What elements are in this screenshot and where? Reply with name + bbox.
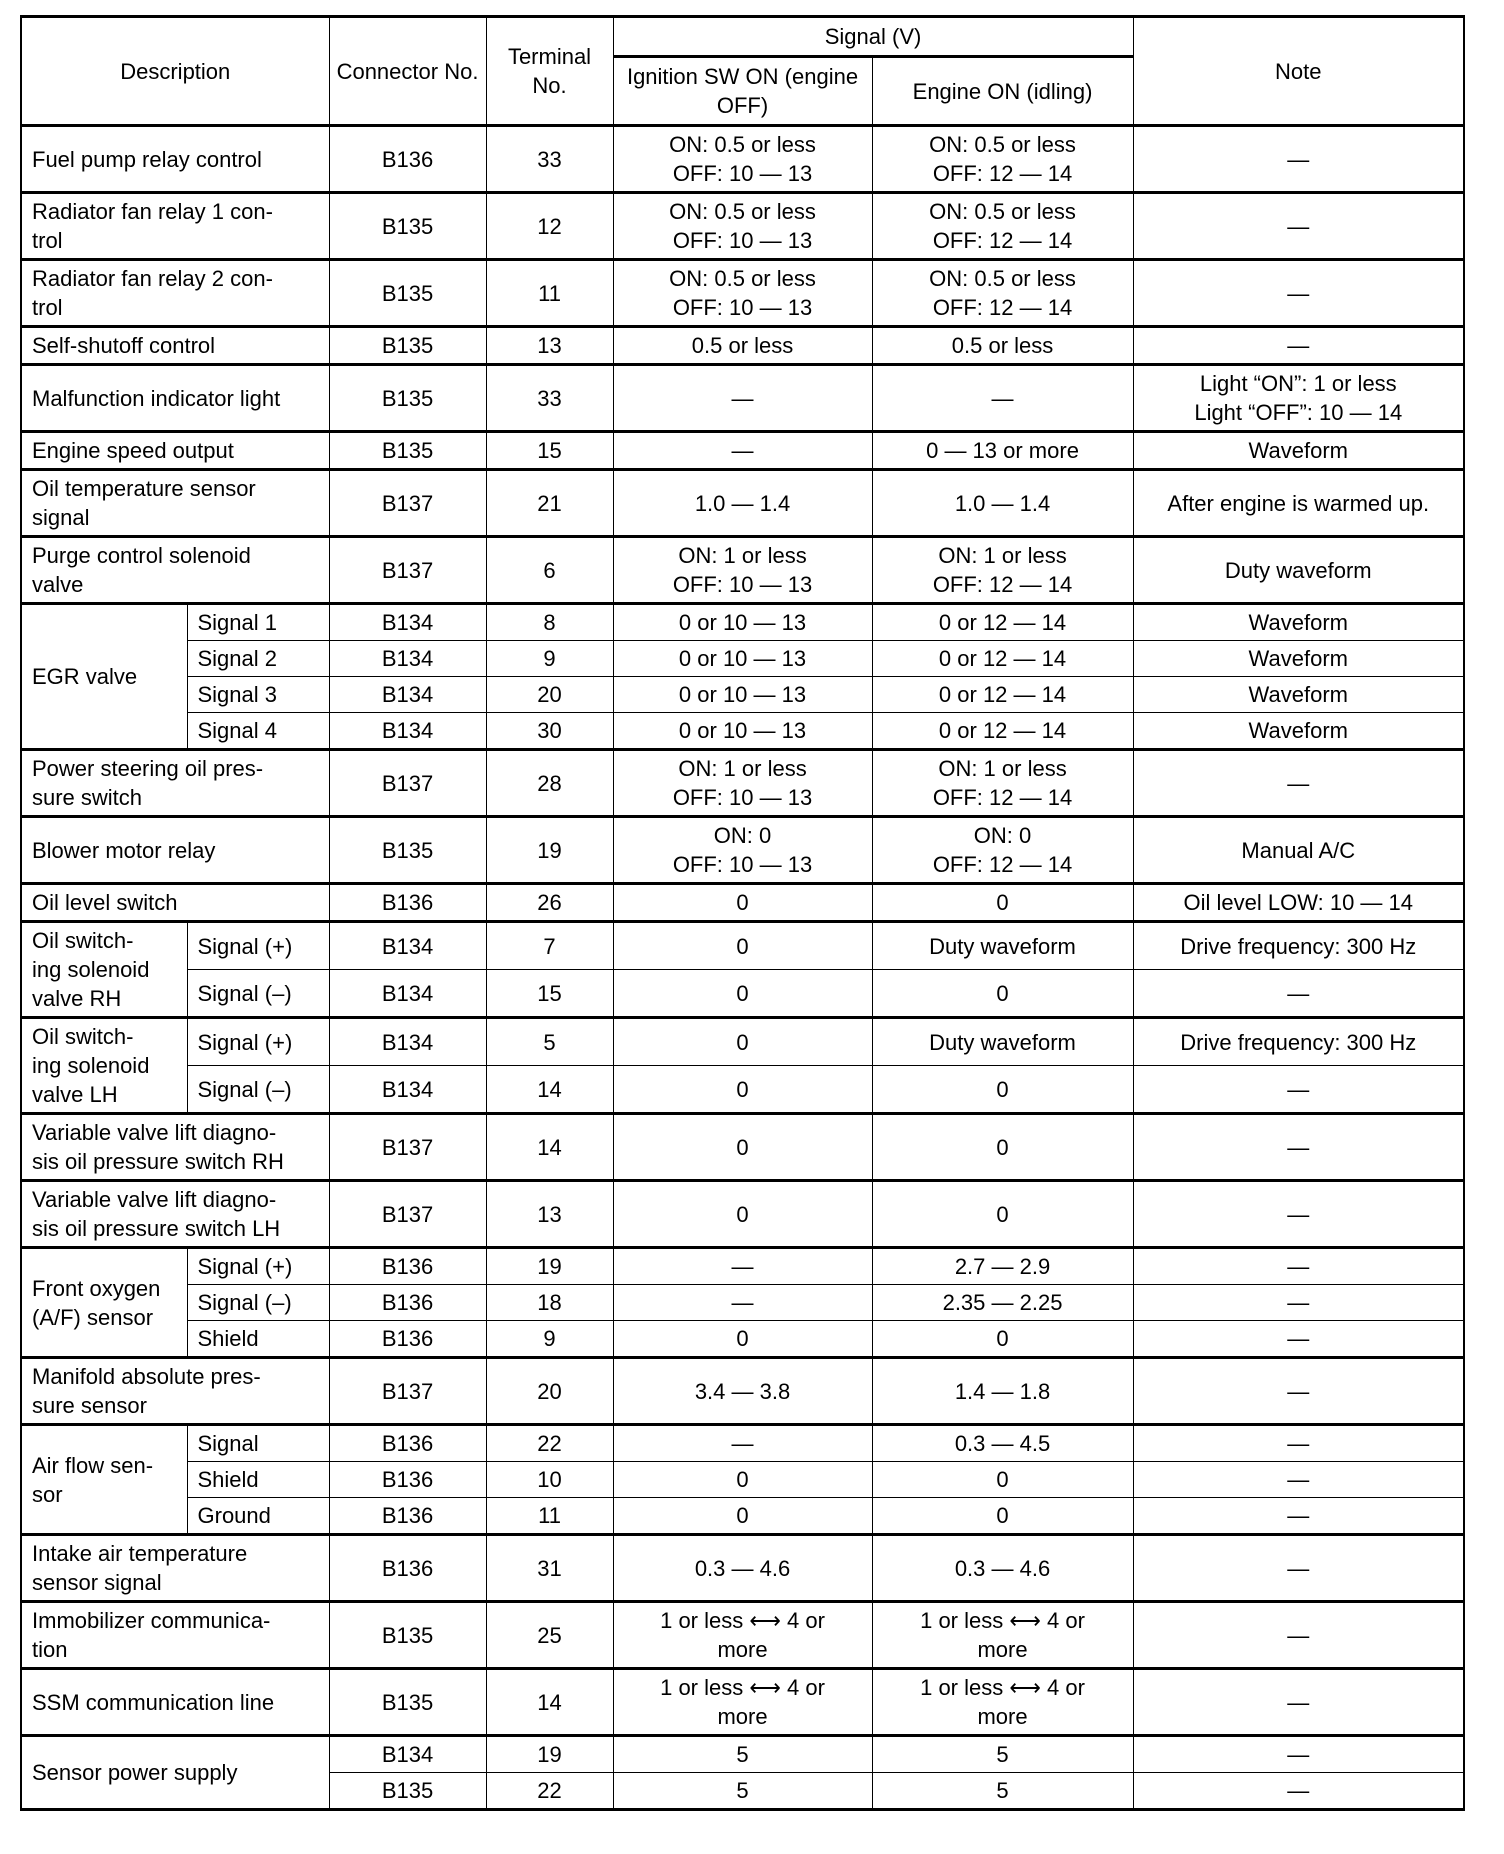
ignition-signal-cell: 0.3 — 4.6	[613, 1535, 872, 1602]
table-row	[21, 1462, 1464, 1498]
note-cell: —	[1133, 1181, 1464, 1248]
description-cell: Power steering oil pres- sure switch	[21, 750, 329, 817]
ignition-signal-cell: 0	[613, 1462, 872, 1498]
note-cell: Oil level LOW: 10 — 14	[1133, 884, 1464, 922]
ignition-signal-cell: 1 or less ⟷ 4 or more	[613, 1602, 872, 1669]
engine-signal-cell: —	[872, 365, 1133, 432]
ignition-signal-cell: ON: 0 OFF: 10 — 13	[613, 817, 872, 884]
table-row	[21, 750, 1464, 817]
ignition-signal-cell: ON: 1 or less OFF: 10 — 13	[613, 537, 872, 604]
note-cell: —	[1133, 1066, 1464, 1114]
engine-signal-cell: ON: 0 OFF: 12 — 14	[872, 817, 1133, 884]
ignition-signal-cell: 0 or 10 — 13	[613, 641, 872, 677]
table-row	[21, 677, 1464, 713]
engine-signal-cell: 0 or 12 — 14	[872, 641, 1133, 677]
note-cell: —	[1133, 193, 1464, 260]
terminal-cell: 11	[486, 260, 613, 327]
connector-cell: B135	[329, 1602, 486, 1669]
engine-signal-cell: 0	[872, 884, 1133, 922]
note-cell: After engine is warmed up.	[1133, 470, 1464, 537]
engine-signal-cell: 0	[872, 970, 1133, 1018]
connector-cell: B136	[329, 1535, 486, 1602]
terminal-cell: 11	[486, 1498, 613, 1535]
engine-signal-cell: ON: 0.5 or less OFF: 12 — 14	[872, 126, 1133, 193]
table-row	[21, 1669, 1464, 1736]
sub-signal-cell: Signal 2	[187, 641, 329, 677]
table-row	[21, 817, 1464, 884]
terminal-cell: 19	[486, 1248, 613, 1285]
terminal-cell: 9	[486, 641, 613, 677]
description-cell: Manifold absolute pres- sure sensor	[21, 1358, 329, 1425]
terminal-cell: 25	[486, 1602, 613, 1669]
note-cell: —	[1133, 1358, 1464, 1425]
note-cell: —	[1133, 327, 1464, 365]
connector-cell: B136	[329, 1425, 486, 1462]
engine-signal-cell: 1 or less ⟷ 4 or more	[872, 1669, 1133, 1736]
ignition-signal-cell: —	[613, 365, 872, 432]
engine-signal-cell: Duty waveform	[872, 922, 1133, 970]
engine-signal-cell: 5	[872, 1773, 1133, 1810]
ignition-signal-cell: 0	[613, 970, 872, 1018]
connector-cell: B134	[329, 677, 486, 713]
note-cell: Waveform	[1133, 713, 1464, 750]
description-cell: Fuel pump relay control	[21, 126, 329, 193]
engine-signal-cell: 0.3 — 4.5	[872, 1425, 1133, 1462]
connector-cell: B135	[329, 817, 486, 884]
terminal-cell: 26	[486, 884, 613, 922]
sub-signal-cell: Signal (–)	[187, 1066, 329, 1114]
ignition-signal-cell: 0	[613, 922, 872, 970]
terminal-cell: 30	[486, 713, 613, 750]
engine-signal-cell: 2.7 — 2.9	[872, 1248, 1133, 1285]
connector-cell: B134	[329, 1736, 486, 1773]
connector-cell: B137	[329, 470, 486, 537]
table-row	[21, 1018, 1464, 1066]
note-cell: —	[1133, 1248, 1464, 1285]
connector-cell: B136	[329, 1285, 486, 1321]
terminal-cell: 33	[486, 365, 613, 432]
description-cell: Oil switch- ing solenoid valve RH	[21, 922, 187, 1018]
engine-signal-cell: 0 or 12 — 14	[872, 677, 1133, 713]
description-cell: Oil switch- ing solenoid valve LH	[21, 1018, 187, 1114]
engine-signal-cell: 2.35 — 2.25	[872, 1285, 1133, 1321]
ignition-signal-cell: 0 or 10 — 13	[613, 713, 872, 750]
sub-signal-cell: Signal (+)	[187, 1248, 329, 1285]
table-row	[21, 327, 1464, 365]
terminal-cell: 12	[486, 193, 613, 260]
sub-signal-cell: Signal 3	[187, 677, 329, 713]
engine-signal-cell: Duty waveform	[872, 1018, 1133, 1066]
ignition-signal-cell: 0	[613, 1114, 872, 1181]
connector-cell: B136	[329, 884, 486, 922]
table-row	[21, 365, 1464, 432]
terminal-cell: 19	[486, 1736, 613, 1773]
note-cell: Manual A/C	[1133, 817, 1464, 884]
ignition-signal-cell: ON: 1 or less OFF: 10 — 13	[613, 750, 872, 817]
connector-cell: B137	[329, 1114, 486, 1181]
table-row	[21, 1114, 1464, 1181]
engine-signal-cell: 0	[872, 1066, 1133, 1114]
note-cell: —	[1133, 750, 1464, 817]
terminal-cell: 13	[486, 327, 613, 365]
connector-cell: B136	[329, 1321, 486, 1358]
engine-signal-cell: 1.4 — 1.8	[872, 1358, 1133, 1425]
sub-signal-cell: Signal (–)	[187, 1285, 329, 1321]
table-row	[21, 537, 1464, 604]
ignition-signal-cell: 0	[613, 1181, 872, 1248]
table-row	[21, 432, 1464, 470]
engine-signal-cell: 0	[872, 1321, 1133, 1358]
table-row	[21, 1248, 1464, 1285]
description-cell: Purge control solenoid valve	[21, 537, 329, 604]
description-cell: Oil temperature sensor signal	[21, 470, 329, 537]
ignition-signal-cell: 3.4 — 3.8	[613, 1358, 872, 1425]
engine-signal-cell: 0.3 — 4.6	[872, 1535, 1133, 1602]
terminal-cell: 22	[486, 1773, 613, 1810]
engine-signal-cell: 0.5 or less	[872, 327, 1133, 365]
terminal-cell: 19	[486, 817, 613, 884]
terminal-cell: 20	[486, 1358, 613, 1425]
ignition-signal-cell: 1 or less ⟷ 4 or more	[613, 1669, 872, 1736]
ignition-signal-cell: ON: 0.5 or less OFF: 10 — 13	[613, 126, 872, 193]
header-connector: Connector No.	[329, 17, 486, 126]
note-cell: Waveform	[1133, 604, 1464, 641]
ignition-signal-cell: 0.5 or less	[613, 327, 872, 365]
note-cell: —	[1133, 1498, 1464, 1535]
terminal-cell: 7	[486, 922, 613, 970]
sub-signal-cell: Ground	[187, 1498, 329, 1535]
engine-signal-cell: 0 — 13 or more	[872, 432, 1133, 470]
engine-signal-cell: ON: 0.5 or less OFF: 12 — 14	[872, 260, 1133, 327]
header-description: Description	[21, 17, 329, 126]
connector-cell: B137	[329, 1358, 486, 1425]
header-ignition: Ignition SW ON (engine OFF)	[613, 57, 872, 126]
note-cell: Waveform	[1133, 641, 1464, 677]
terminal-cell: 15	[486, 432, 613, 470]
table-row	[21, 713, 1464, 750]
terminal-cell: 18	[486, 1285, 613, 1321]
note-cell: —	[1133, 1669, 1464, 1736]
table-row	[21, 970, 1464, 1018]
ignition-signal-cell: —	[613, 1425, 872, 1462]
note-cell: —	[1133, 1462, 1464, 1498]
sub-signal-cell: Signal 4	[187, 713, 329, 750]
terminal-cell: 6	[486, 537, 613, 604]
description-cell: Oil level switch	[21, 884, 329, 922]
engine-signal-cell: 1 or less ⟷ 4 or more	[872, 1602, 1133, 1669]
ignition-signal-cell: —	[613, 1248, 872, 1285]
connector-cell: B135	[329, 327, 486, 365]
connector-cell: B135	[329, 1669, 486, 1736]
ignition-signal-cell: 0	[613, 1066, 872, 1114]
terminal-cell: 14	[486, 1114, 613, 1181]
connector-cell: B137	[329, 537, 486, 604]
description-cell: Front oxygen (A/F) sensor	[21, 1248, 187, 1358]
engine-signal-cell: 0 or 12 — 14	[872, 604, 1133, 641]
connector-cell: B136	[329, 1462, 486, 1498]
sub-signal-cell: Signal 1	[187, 604, 329, 641]
header-signal: Signal (V)	[613, 17, 1133, 57]
description-cell: Radiator fan relay 1 con- trol	[21, 193, 329, 260]
note-cell: —	[1133, 1321, 1464, 1358]
description-cell: Malfunction indicator light	[21, 365, 329, 432]
description-cell: Air flow sen- sor	[21, 1425, 187, 1535]
note-cell: Drive frequency: 300 Hz	[1133, 1018, 1464, 1066]
ignition-signal-cell: 5	[613, 1773, 872, 1810]
note-cell: —	[1133, 1736, 1464, 1773]
engine-signal-cell: 5	[872, 1736, 1133, 1773]
table-row	[21, 604, 1464, 641]
terminal-cell: 5	[486, 1018, 613, 1066]
description-cell: Variable valve lift diagno- sis oil pressure switch LH	[21, 1181, 329, 1248]
note-cell: —	[1133, 1535, 1464, 1602]
terminal-signal-table	[20, 15, 1465, 1811]
sub-signal-cell: Shield	[187, 1321, 329, 1358]
table-row	[21, 1535, 1464, 1602]
engine-signal-cell: 1.0 — 1.4	[872, 470, 1133, 537]
connector-cell: B134	[329, 922, 486, 970]
table-row	[21, 1602, 1464, 1669]
ignition-signal-cell: 5	[613, 1736, 872, 1773]
description-cell: Blower motor relay	[21, 817, 329, 884]
connector-cell: B134	[329, 1018, 486, 1066]
connector-cell: B135	[329, 260, 486, 327]
connector-cell: B135	[329, 1773, 486, 1810]
connector-cell: B136	[329, 126, 486, 193]
sub-signal-cell: Shield	[187, 1462, 329, 1498]
table-row	[21, 193, 1464, 260]
sub-signal-cell: Signal	[187, 1425, 329, 1462]
terminal-cell: 9	[486, 1321, 613, 1358]
engine-signal-cell: 0	[872, 1181, 1133, 1248]
table-row	[21, 1425, 1464, 1462]
engine-signal-cell: ON: 0.5 or less OFF: 12 — 14	[872, 193, 1133, 260]
description-cell: Variable valve lift diagno- sis oil pressure switch RH	[21, 1114, 329, 1181]
table-row	[21, 1285, 1464, 1321]
terminal-cell: 20	[486, 677, 613, 713]
terminal-cell: 33	[486, 126, 613, 193]
table-row	[21, 922, 1464, 970]
connector-cell: B135	[329, 432, 486, 470]
table-row	[21, 126, 1464, 193]
note-cell: —	[1133, 1425, 1464, 1462]
ignition-signal-cell: 0	[613, 1018, 872, 1066]
table-row	[21, 641, 1464, 677]
table-row	[21, 1498, 1464, 1535]
note-cell: Duty waveform	[1133, 537, 1464, 604]
engine-signal-cell: 0	[872, 1462, 1133, 1498]
ignition-signal-cell: 0	[613, 1498, 872, 1535]
description-cell: Sensor power supply	[21, 1736, 329, 1810]
note-cell: Light “ON”: 1 or less Light “OFF”: 10 — 14	[1133, 365, 1464, 432]
engine-signal-cell: ON: 1 or less OFF: 12 — 14	[872, 537, 1133, 604]
table-row	[21, 1358, 1464, 1425]
connector-cell: B134	[329, 970, 486, 1018]
note-cell: —	[1133, 1773, 1464, 1810]
connector-cell: B135	[329, 193, 486, 260]
connector-cell: B136	[329, 1248, 486, 1285]
header-note: Note	[1133, 17, 1464, 126]
description-cell: Immobilizer communica- tion	[21, 1602, 329, 1669]
header-terminal: Terminal No.	[486, 17, 613, 126]
description-cell: Self-shutoff control	[21, 327, 329, 365]
header-engine: Engine ON (idling)	[872, 57, 1133, 126]
terminal-cell: 14	[486, 1066, 613, 1114]
connector-cell: B134	[329, 1066, 486, 1114]
terminal-cell: 8	[486, 604, 613, 641]
note-cell: —	[1133, 970, 1464, 1018]
note-cell: —	[1133, 1285, 1464, 1321]
table-row	[21, 260, 1464, 327]
table-row	[21, 1181, 1464, 1248]
ignition-signal-cell: ON: 0.5 or less OFF: 10 — 13	[613, 193, 872, 260]
connector-cell: B134	[329, 713, 486, 750]
ignition-signal-cell: 1.0 — 1.4	[613, 470, 872, 537]
sub-signal-cell: Signal (+)	[187, 1018, 329, 1066]
table-row	[21, 884, 1464, 922]
note-cell: —	[1133, 1114, 1464, 1181]
engine-signal-cell: 0	[872, 1114, 1133, 1181]
engine-signal-cell: ON: 1 or less OFF: 12 — 14	[872, 750, 1133, 817]
table-row	[21, 1736, 1464, 1773]
note-cell: Waveform	[1133, 432, 1464, 470]
ignition-signal-cell: —	[613, 1285, 872, 1321]
terminal-cell: 14	[486, 1669, 613, 1736]
description-cell: EGR valve	[21, 604, 187, 750]
note-cell: —	[1133, 126, 1464, 193]
terminal-cell: 28	[486, 750, 613, 817]
description-cell: Intake air temperature sensor signal	[21, 1535, 329, 1602]
ignition-signal-cell: —	[613, 432, 872, 470]
sub-signal-cell: Signal (+)	[187, 922, 329, 970]
connector-cell: B135	[329, 365, 486, 432]
terminal-cell: 13	[486, 1181, 613, 1248]
table-body	[21, 126, 1464, 1810]
engine-signal-cell: 0 or 12 — 14	[872, 713, 1133, 750]
ignition-signal-cell: ON: 0.5 or less OFF: 10 — 13	[613, 260, 872, 327]
terminal-cell: 10	[486, 1462, 613, 1498]
ignition-signal-cell: 0 or 10 — 13	[613, 677, 872, 713]
table-row	[21, 470, 1464, 537]
connector-cell: B134	[329, 604, 486, 641]
terminal-cell: 21	[486, 470, 613, 537]
table-row	[21, 1066, 1464, 1114]
terminal-cell: 31	[486, 1535, 613, 1602]
description-cell: SSM communication line	[21, 1669, 329, 1736]
ignition-signal-cell: 0	[613, 1321, 872, 1358]
connector-cell: B134	[329, 641, 486, 677]
terminal-cell: 22	[486, 1425, 613, 1462]
table-row	[21, 1321, 1464, 1358]
connector-cell: B137	[329, 1181, 486, 1248]
connector-cell: B136	[329, 1498, 486, 1535]
engine-signal-cell: 0	[872, 1498, 1133, 1535]
terminal-cell: 15	[486, 970, 613, 1018]
note-cell: —	[1133, 260, 1464, 327]
description-cell: Engine speed output	[21, 432, 329, 470]
connector-cell: B137	[329, 750, 486, 817]
note-cell: Drive frequency: 300 Hz	[1133, 922, 1464, 970]
ignition-signal-cell: 0 or 10 — 13	[613, 604, 872, 641]
description-cell: Radiator fan relay 2 con- trol	[21, 260, 329, 327]
note-cell: —	[1133, 1602, 1464, 1669]
sub-signal-cell: Signal (–)	[187, 970, 329, 1018]
note-cell: Waveform	[1133, 677, 1464, 713]
ignition-signal-cell: 0	[613, 884, 872, 922]
